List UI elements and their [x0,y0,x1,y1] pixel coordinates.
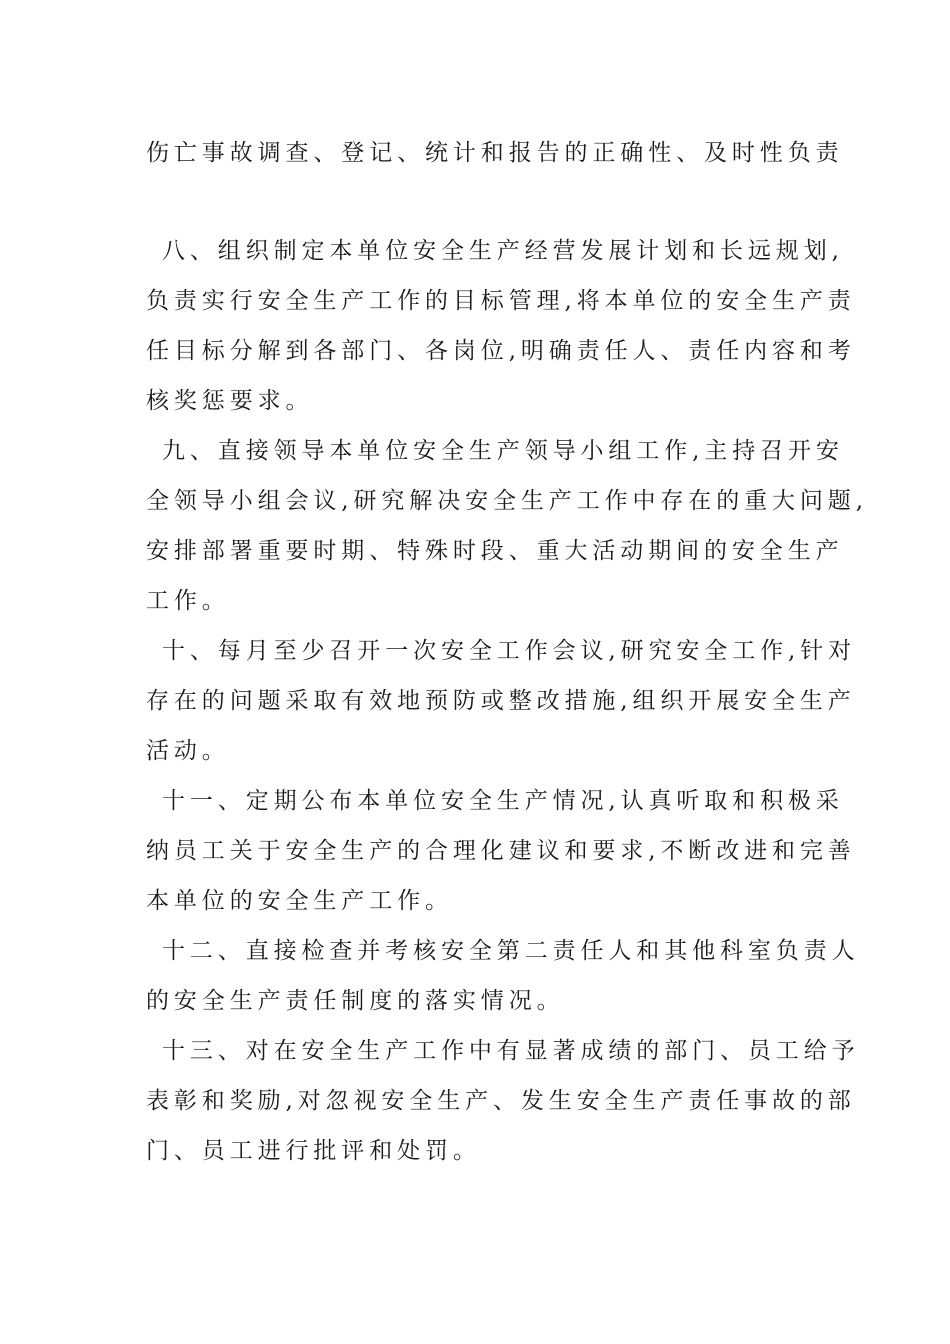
text-line: 安排部署重要时期、特殊时段、重大活动期间的安全生产 [146,538,844,564]
text-line: 门、员工进行批评和处罚。 [146,1138,481,1164]
text-line: 活动。 [146,738,230,764]
text-line: 本单位的安全生产工作。 [146,888,453,914]
document-body [146,128,868,1176]
paragraph-item-10 [146,626,857,776]
text-line: 存在的问题采取有效地预防或整改措施,组织开展安全生产 [146,688,856,714]
text-line: 伤亡事故调查、登记、统计和报告的正确性、及时性负责 [146,140,844,166]
text-line: 负责实行安全生产工作的目标管理,将本单位的安全生产责 [146,288,856,314]
text-line: 九、直接领导本单位安全生产领导小组工作,主持召开安 [162,438,844,464]
text-line: 十一、定期公布本单位安全生产情况,认真听取和积极采 [162,788,844,814]
text-line: 核奖惩要求。 [146,388,314,414]
text-line: 纳员工关于安全生产的合理化建议和要求,不断改进和完善 [146,838,856,864]
text-line: 十二、直接检查并考核安全第二责任人和其他科室负责人 [162,938,860,964]
text-line: 任目标分解到各部门、各岗位,明确责任人、责任内容和考 [146,338,856,364]
paragraph-item-11 [146,776,856,926]
paragraph-item-9 [146,426,868,626]
text-line: 的安全生产责任制度的落实情况。 [146,988,565,1014]
paragraph-item-13 [146,1026,860,1176]
paragraph-item-12 [146,926,860,1026]
text-line: 表彰和奖励,对忽视安全生产、发生安全生产责任事故的部 [146,1088,856,1114]
text-line: 十、每月至少召开一次安全工作会议,研究安全工作,针对 [162,638,857,664]
text-line: 十三、对在安全生产工作中有显著成绩的部门、员工给予 [162,1038,860,1064]
paragraph-item-8 [146,226,856,426]
paragraph-continuation [146,128,844,178]
text-line: 工作。 [146,588,230,614]
text-line: 八、组织制定本单位安全生产经营发展计划和长远规划, [162,238,844,264]
text-line: 全领导小组会议,研究解决安全生产工作中存在的重大问题, [146,488,868,514]
